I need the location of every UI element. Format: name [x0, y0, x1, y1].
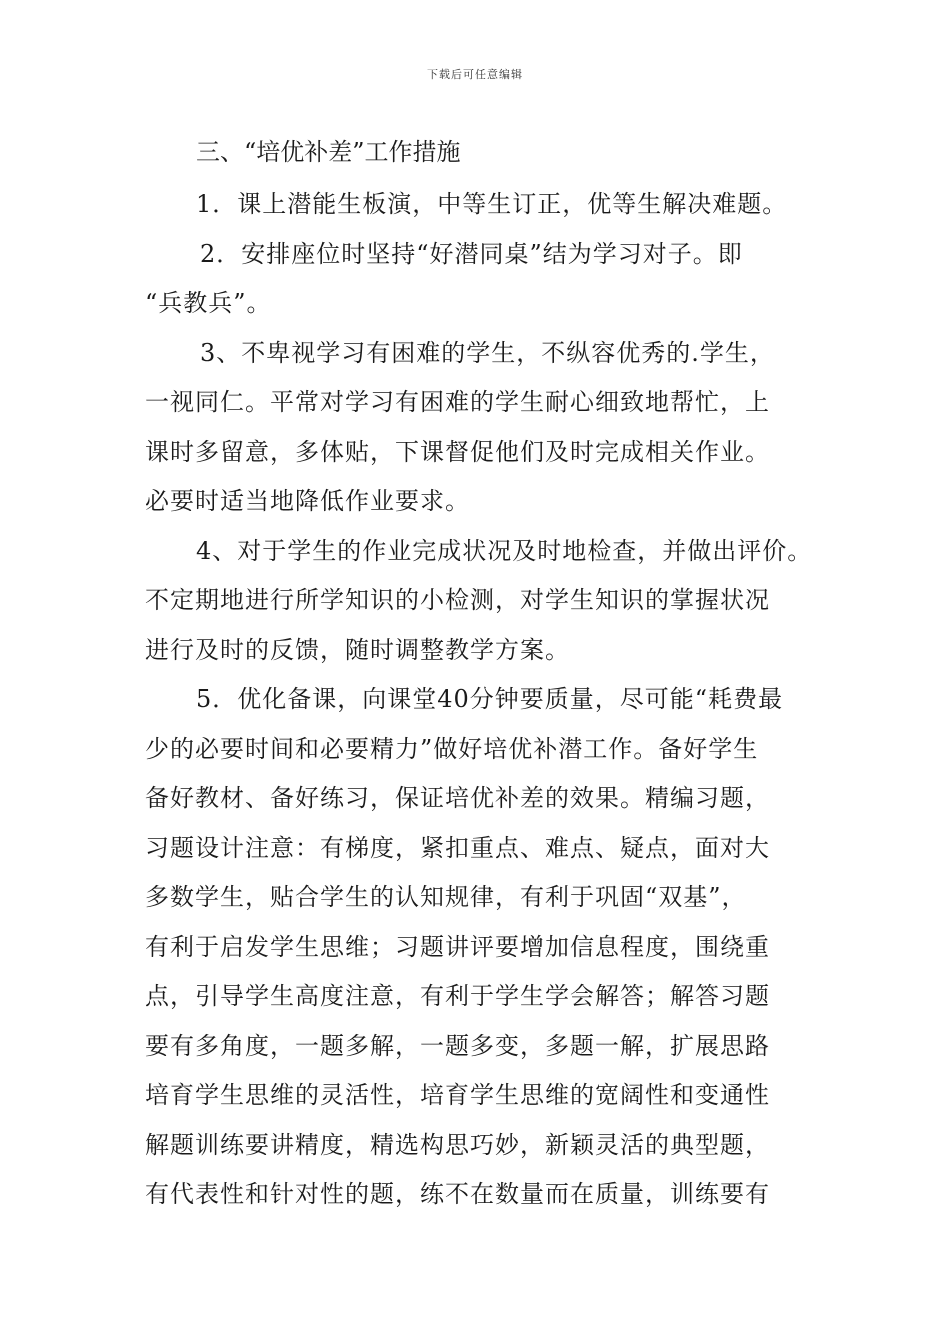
- text-line: 多数学生，贴合学生的认知规律，有利于巩固“双基”，: [145, 883, 747, 911]
- paragraph-item-1: [145, 180, 817, 230]
- document-body: [145, 180, 817, 1220]
- text-line: [145, 329, 817, 379]
- text-line: 有利于启发学生思维；习题讲评要增加信息程度，围绕重: [145, 932, 770, 961]
- text-line: 备好教材、备好练习，保证培优补差的效果。精编习题，: [145, 784, 770, 812]
- text-line: 要有多角度，一题多解，一题多变，多题一解，扩展思路: [145, 1031, 770, 1060]
- text-line: 一视同仁。平常对学习有困难的学生耐心细致地帮忙，上: [145, 388, 770, 416]
- text-line: [145, 675, 817, 725]
- text-line: 不定期地进行所学知识的小检测，对学生知识的掌握状况: [145, 586, 770, 614]
- paragraph-item-5: [145, 675, 817, 1220]
- text-line: 必要时适当地降低作业要求。: [145, 487, 470, 515]
- text-line: 少的必要时间和必要精力”做好培优补潜工作。备好学生: [145, 734, 759, 763]
- text-line: “兵教兵”。: [145, 289, 272, 317]
- text-line: 课时多留意，多体贴，下课督促他们及时完成相关作业。: [145, 437, 770, 466]
- paragraph-item-3: [145, 329, 817, 527]
- text-line: 培育学生思维的灵活性，培育学生思维的宽阔性和变通性: [145, 1081, 770, 1109]
- text-line: 解题训练要讲精度，精选构思巧妙，新颖灵活的典型题，: [145, 1130, 770, 1159]
- text-line: 点，引导学生高度注意，有利于学生学会解答；解答习题: [145, 982, 770, 1010]
- text-line-content: 4、对于学生的作业完成状况及时地检查，并做出评价。: [196, 536, 813, 565]
- header-note: 下载后可任意编辑: [427, 68, 523, 81]
- text-line: 习题设计注意：有梯度，紧扣重点、难点、疑点，面对大: [145, 833, 770, 862]
- text-line: 有代表性和针对性的题，练不在数量而在质量，训练要有: [145, 1180, 770, 1208]
- text-line-content: 3、不卑视学习有困难的学生，不纵容优秀的.学生，: [200, 338, 775, 367]
- text-line: [145, 527, 817, 577]
- text-line-content: 5．优化备课，向课堂40分钟要质量，尽可能“耗费最: [196, 685, 784, 713]
- text-line: 1．课上潜能生板演，中等生订正，优等生解决难题。: [196, 190, 788, 218]
- text-line-content: 2．安排座位时坚持“好潜同桌”结为学习对子。即: [200, 239, 743, 268]
- text-line: [145, 230, 817, 280]
- section-heading: 三、“培优补差”工作措施: [196, 138, 461, 166]
- paragraph-item-4: [145, 527, 817, 676]
- paragraph-item-2: [145, 230, 817, 329]
- text-line: 进行及时的反馈，随时调整教学方案。: [145, 635, 570, 664]
